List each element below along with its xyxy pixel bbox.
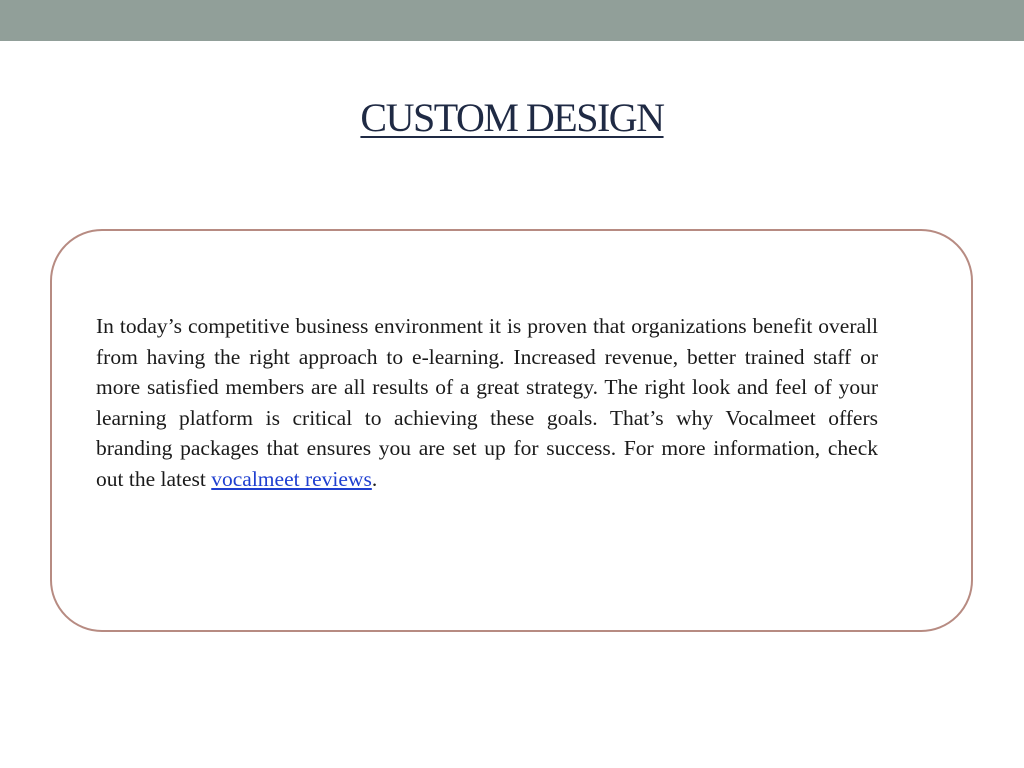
slide-title-text: CUSTOM DESIGN — [360, 95, 664, 140]
vocalmeet-reviews-link[interactable]: vocalmeet reviews — [211, 466, 372, 491]
body-paragraph — [96, 311, 878, 495]
body-text: In today’s competitive business environment it is proven that organizations benefit overall from having the right approach to e-learning. Increased revenue, better trained staff or more satisfied members are all results of a great strategy. The right look and feel of your learning platform is critical to achieving these goals. That’s why Vocalmeet offers branding packages that ensures you are set up for success. For more information, check out the latest — [96, 314, 878, 491]
content-box — [50, 229, 973, 632]
body-text-end: . — [371, 466, 378, 491]
slide-title — [0, 92, 1024, 144]
top-accent-bar — [0, 0, 1024, 41]
